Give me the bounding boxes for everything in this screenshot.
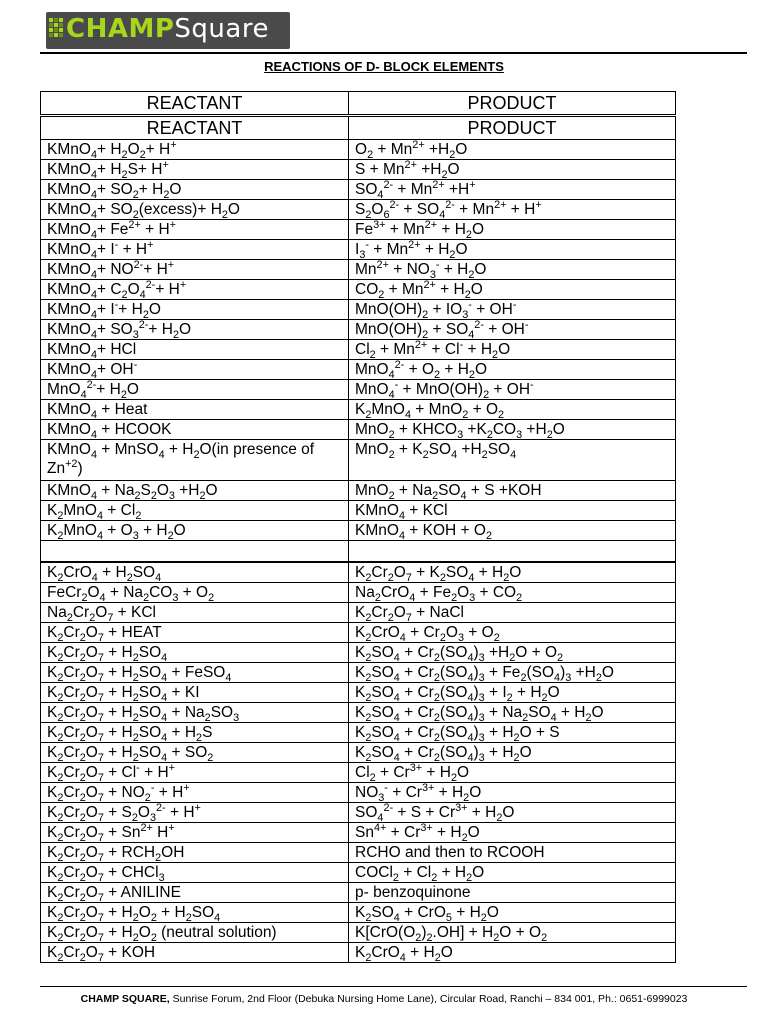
- reactant-cell: $K_2Cr_2O_7 + H_2O_2$ (neutral solution): [41, 923, 349, 943]
- reactant-cell: $Na_2Cr_2O_7$ + KCl: [41, 603, 349, 623]
- reactant-cell: $K_2Cr_2O_7$ + CHCl$_3$: [41, 863, 349, 883]
- table-row: [41, 823, 676, 843]
- footer: [0, 993, 768, 1005]
- product-cell: $K_2CrO_4 + H_2O$: [349, 943, 676, 963]
- product-cell: $Sn^{4+} + Cr^{3+} + H_2O$: [349, 823, 676, 843]
- product-cell: COCl$_2$ + $Cl_2 + H_2O$: [349, 863, 676, 883]
- table-row: [41, 803, 676, 823]
- table-row: [41, 160, 676, 180]
- table-row: [41, 843, 676, 863]
- product-cell: $MnO_4^- + MnO(OH)_2 + OH^-$: [349, 380, 676, 400]
- table-row: [41, 683, 676, 703]
- reactant-cell: $K_2Cr_2O_7 + H_2SO_4$ + FeSO$_4$: [41, 663, 349, 683]
- table-row: [41, 643, 676, 663]
- table-row: [41, 903, 676, 923]
- reactant-cell: $K_2Cr_2O_7 + NO_2^- + H^+$: [41, 783, 349, 803]
- reactant-cell: KMnO$_4$+ OH-: [41, 360, 349, 380]
- table-row: [41, 320, 676, 340]
- table-row: [41, 280, 676, 300]
- reactant-header-repeat: REACTANT: [41, 116, 349, 140]
- product-cell: $K_2SO_4 + Cr_2(SO_4)_3 + Fe_2(SO_4)_3 +H_2O$: [349, 663, 676, 683]
- product-cell: $S + Mn^{2+} +H_2O$: [349, 160, 676, 180]
- reactant-cell: KMnO$_4$+ $NO^{2-}+ H^+$: [41, 260, 349, 280]
- footer-address: Sunrise Forum, 2nd Floor (Debuka Nursing Home Lane), Circular Road, Ranchi – 834 001, Ph.: 0651-6999023: [169, 993, 688, 1005]
- reactant-cell: $K_2Cr_2O_7$ + HEAT: [41, 623, 349, 643]
- product-cell: KMnO$_4$ + KCl: [349, 501, 676, 521]
- product-cell: $MnO(OH)_2 + SO_4^{2-} + OH^-$: [349, 320, 676, 340]
- reactant-cell: $K_2Cr_2O_7 + H_2SO_4$: [41, 643, 349, 663]
- table-row: [41, 180, 676, 200]
- reactant-cell: KMnO$_4$ + $Na_2S_2O_3 +H_2O$: [41, 481, 349, 501]
- reactions-table-body: [41, 92, 676, 963]
- product-cell: $NO_3^- + Cr^{3+} + H_2O$: [349, 783, 676, 803]
- table-row: [41, 340, 676, 360]
- product-cell: $I_3^- + Mn^{2+} + H_2O$: [349, 240, 676, 260]
- product-cell: $K_2SO_4 + Cr_2(SO_4)_3 + H_2O$: [349, 743, 676, 763]
- reactant-cell: KMnO$_4$+ I- + H+: [41, 240, 349, 260]
- reactant-cell: $MnO_4^{2-}+ H_2O$: [41, 380, 349, 400]
- reactant-cell: KMnO$_4$ + Heat: [41, 400, 349, 420]
- product-cell: $S_2O_6^{2-} + SO_4^{2-} + Mn^{2+} + H^+$: [349, 200, 676, 220]
- product-cell: $K[CrO(O_2)_2.OH] + H_2O + O_2$: [349, 923, 676, 943]
- product-cell: $O_2 + Mn^{2+} +H_2O$: [349, 140, 676, 160]
- reactant-cell: $K_2Cr_2O_7 + H_2SO_4$ + KI: [41, 683, 349, 703]
- reactant-cell: KMnO$_4$+ $SO_2+ H_2O$: [41, 180, 349, 200]
- table-row: [41, 883, 676, 903]
- table-row: [41, 220, 676, 240]
- reactant-cell: KMnO$_4$+ $SO_3^{2-}+ H_2O$: [41, 320, 349, 340]
- product-cell: $K_2SO_4 + CrO_5 + H_2O$: [349, 903, 676, 923]
- table-row: [41, 583, 676, 603]
- logo-grid-icon: [46, 12, 68, 49]
- table-row: [41, 380, 676, 400]
- table-row: [41, 603, 676, 623]
- table-row: [41, 481, 676, 501]
- product-cell: $K_2SO_4 + Cr_2(SO_4)_3 + I_2 + H_2O$: [349, 683, 676, 703]
- champ-square-logo: [46, 12, 290, 49]
- product-cell: $K_2SO_4 + Cr_2(SO_4)_3 + Na_2SO_4 + H_2O$: [349, 703, 676, 723]
- reactant-cell: $K_2Cr_2O_7 + H_2O_2 + H_2SO_4$: [41, 903, 349, 923]
- logo-text-part1: CHAM: [66, 14, 155, 44]
- reactant-cell: $K_2Cr_2O_7$ + KOH: [41, 943, 349, 963]
- table-row: [41, 863, 676, 883]
- table-row: [41, 763, 676, 783]
- product-cell: $SO_4^{2-} + S + Cr^{3+} + H_2O$: [349, 803, 676, 823]
- reactant-cell: KMnO$_4$+ $I^-+ H_2O$: [41, 300, 349, 320]
- logo-text-part2: P: [154, 14, 175, 44]
- product-cell: $K_2MnO_4 + MnO_2 + O_2$: [349, 400, 676, 420]
- footer-divider: [40, 986, 747, 987]
- table-row: [41, 663, 676, 683]
- table-row: [41, 300, 676, 320]
- product-cell: $Na_2CrO_4 + Fe_2O_3 + CO_2$: [349, 583, 676, 603]
- table-row: [41, 783, 676, 803]
- product-cell: $Mn^{2+} + NO_3^- + H_2O$: [349, 260, 676, 280]
- product-cell: $Fe^{3+} + Mn^{2+} + H_2O$: [349, 220, 676, 240]
- reactant-cell: $K_2MnO_4 + O_3 + H_2O$: [41, 521, 349, 541]
- table-row: [41, 541, 676, 563]
- table-row: [41, 501, 676, 521]
- page-title: REACTIONS OF D- BLOCK ELEMENTS: [264, 59, 504, 74]
- product-cell: p- benzoquinone: [349, 883, 676, 903]
- reactant-cell: KMnO$_4$+ HCl: [41, 340, 349, 360]
- reactant-cell: KMnO$_4$ + HCOOK: [41, 420, 349, 440]
- reactant-cell: $K_2Cr_2O_7 + H_2SO_4 + SO_2$: [41, 743, 349, 763]
- reactant-cell: KMnO$_4$+ $C_2O_4^{2-}+ H^+$: [41, 280, 349, 300]
- reactant-cell: $K_2Cr_2O_7 + Sn^{2+}$ H+: [41, 823, 349, 843]
- table-row: [41, 723, 676, 743]
- table-header-row: [41, 92, 676, 116]
- table-header-row-repeat: [41, 116, 676, 140]
- reactions-table: [40, 91, 676, 963]
- reactant-cell: $K_2CrO_4 + H_2SO_4$: [41, 562, 349, 583]
- table-row: [41, 260, 676, 280]
- product-header: PRODUCT: [349, 92, 676, 116]
- product-cell: $K_2Cr_2O_7 + K_2SO_4 + H_2O$: [349, 562, 676, 583]
- product-cell: $Cl_2 + Mn^{2+} + Cl^- + H_2O$: [349, 340, 676, 360]
- table-row: [41, 360, 676, 380]
- table-row: [41, 240, 676, 260]
- footer-company-name: CHAMP SQUARE,: [80, 993, 170, 1005]
- product-cell: [349, 541, 676, 563]
- table-row: [41, 400, 676, 420]
- reactant-cell: KMnO$_4$ + MnSO$_4$ + $H_2O(in$ presence of $Zn^{+2}$): [41, 440, 349, 481]
- product-cell: $MnO(OH)_2 + IO_3^- + OH^-$: [349, 300, 676, 320]
- reactant-cell: $K_2Cr_2O_7$ + ANILINE: [41, 883, 349, 903]
- product-cell: $K_2Cr_2O_7$ + NaCl: [349, 603, 676, 623]
- reactant-cell: KMnO$_4$+ $H_2O_2+ H^+$: [41, 140, 349, 160]
- header-divider: [40, 52, 747, 54]
- reactant-header: REACTANT: [41, 92, 349, 116]
- table-row: [41, 140, 676, 160]
- product-cell: KMnO$_4$ + KOH + $O_2$: [349, 521, 676, 541]
- product-cell: $MnO_2 + Na_2SO_4 + S +KOH$: [349, 481, 676, 501]
- product-cell: $CO_2 + Mn^{2+} + H_2O$: [349, 280, 676, 300]
- reactant-cell: KMnO$_4$+ $SO_2(excess)+ H_2O$: [41, 200, 349, 220]
- table-row: [41, 743, 676, 763]
- table-row: [41, 703, 676, 723]
- reactant-cell: $K_2Cr_2O_7 + H_2SO_4 + Na_2SO_3$: [41, 703, 349, 723]
- logo-text-part3: Square: [174, 14, 269, 44]
- product-header-repeat: PRODUCT: [349, 116, 676, 140]
- product-cell: $MnO_4^{2-} + O_2 + H_2O$: [349, 360, 676, 380]
- reactant-cell: $K_2Cr_2O_7 + S_2O_3^{2-} + H^+$: [41, 803, 349, 823]
- product-cell: $MnO_2 + K_2SO_4 +H_2SO_4$: [349, 440, 676, 481]
- product-cell: $K_2CrO_4 + Cr_2O_3 + O_2$: [349, 623, 676, 643]
- product-cell: $K_2SO_4 + Cr_2(SO_4)_3 +H_2O + O_2$: [349, 643, 676, 663]
- product-cell: $K_2SO_4 + Cr_2(SO_4)_3 + H_2O + S$: [349, 723, 676, 743]
- reactant-cell: $K_2Cr_2O_7 + Cl^- + H^+$: [41, 763, 349, 783]
- table-row: [41, 943, 676, 963]
- reactant-cell: $K_2Cr_2O_7 + RCH_2OH$: [41, 843, 349, 863]
- reactant-cell: $K_2Cr_2O_7 + H_2SO_4 + H_2S$: [41, 723, 349, 743]
- reactant-cell: KMnO$_4$+ $H_2S+ H^+$: [41, 160, 349, 180]
- reactant-cell: [41, 541, 349, 563]
- reactant-cell: KMnO$_4$+ $Fe^{2+} + H^+$: [41, 220, 349, 240]
- table-row: [41, 200, 676, 220]
- table-row: [41, 923, 676, 943]
- product-cell: $SO_4^{2-} + Mn^{2+} +H^+$: [349, 180, 676, 200]
- product-cell: RCHO and then to RCOOH: [349, 843, 676, 863]
- table-row: [41, 623, 676, 643]
- product-cell: $Cl_2 + Cr^{3+} + H_2O$: [349, 763, 676, 783]
- product-cell: $MnO_2 + KHCO_3 +K_2CO_3 +H_2O$: [349, 420, 676, 440]
- table-row: [41, 440, 676, 481]
- reactant-cell: $K_2MnO_4 + Cl_2$: [41, 501, 349, 521]
- logo-text: [66, 14, 269, 44]
- reactant-cell: $FeCr_2O_4 + Na_2CO_3 + O_2$: [41, 583, 349, 603]
- table-row: [41, 521, 676, 541]
- table-row: [41, 420, 676, 440]
- table-row: [41, 562, 676, 583]
